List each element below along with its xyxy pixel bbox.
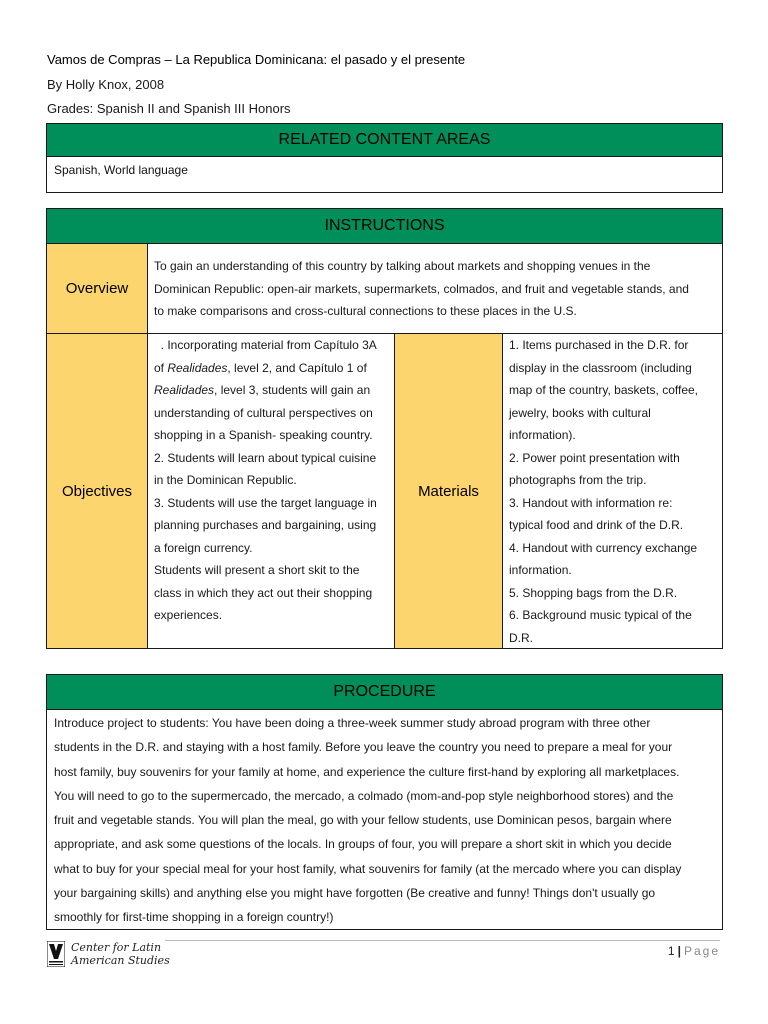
materials-line: 6. Background music typical of the bbox=[509, 608, 692, 622]
clas-logo bbox=[47, 941, 170, 971]
related-content-heading: RELATED CONTENT AREAS bbox=[46, 123, 723, 157]
objectives-line: a foreign currency. bbox=[154, 540, 253, 555]
logo-text-line: Center for Latin bbox=[71, 941, 162, 954]
materials-line: photographs from the trip. bbox=[509, 473, 647, 487]
overview-label: Overview bbox=[46, 243, 148, 334]
objectives-line: 3. Students will use the target language in bbox=[154, 495, 377, 510]
materials-line: 3. Handout with information re: bbox=[509, 495, 673, 510]
objectives-label: Objectives bbox=[46, 333, 148, 649]
procedure-line: host family, buy souvenirs for your family at home, and experience the culture first-hand by exploring all marketplaces. bbox=[54, 764, 680, 779]
objectives-line: Realidades, level 3, students will gain an bbox=[154, 383, 371, 397]
objectives-line: planning purchases and bargaining, using bbox=[154, 518, 377, 532]
overview-text bbox=[147, 243, 723, 334]
vanderbilt-v-icon bbox=[47, 941, 65, 967]
materials-line: 2. Power point presentation with bbox=[509, 450, 680, 465]
objectives-line: shopping in a Spanish- speaking country. bbox=[154, 428, 373, 442]
grade-levels: Grades: Spanish II and Spanish III Honors bbox=[47, 101, 291, 116]
overview-line: Dominican Republic: open-air markets, supermarkets, colmados, and fruit and vegetable stands, and bbox=[154, 281, 689, 296]
author-byline: By Holly Knox, 2008 bbox=[47, 77, 165, 92]
instructions-heading: INSTRUCTIONS bbox=[46, 208, 723, 244]
procedure-line: fruit and vegetable stands. You will plan the meal, go with your fellow students, use Dominican pesos, bargain where bbox=[54, 813, 672, 828]
materials-line: display in the classroom (including bbox=[509, 360, 692, 375]
procedure-line: appropriate, and ask some questions of the locals. In groups of four, you will prepare a short skit in which you decide bbox=[54, 837, 672, 852]
materials-line: typical food and drink of the D.R. bbox=[509, 518, 684, 532]
document-title: Vamos de Compras – La Republica Dominicana: el pasado y el presente bbox=[47, 52, 466, 67]
materials-line: 1. Items purchased in the D.R. for bbox=[509, 338, 689, 352]
page-word: Page bbox=[683, 944, 720, 958]
materials-line: map of the country, baskets, coffee, bbox=[509, 383, 698, 397]
materials-label: Materials bbox=[394, 333, 503, 649]
footer-divider bbox=[165, 940, 720, 941]
page-separator: | bbox=[677, 944, 681, 958]
objectives-line: experiences. bbox=[154, 608, 223, 622]
logo-text-line: American Studies bbox=[71, 954, 170, 967]
procedure-line: You will need to go to the supermercado, the mercado, a colmado (mom-and-pop style neighborhood stores) and the bbox=[54, 788, 674, 803]
objectives-line: . Incorporating material from Capítulo 3A bbox=[154, 338, 377, 352]
materials-line: information. bbox=[509, 563, 572, 577]
book-title: Realidades bbox=[167, 360, 228, 375]
materials-line: D.R. bbox=[509, 630, 533, 645]
objectives-line: of Realidades, level 2, and Capítulo 1 of bbox=[154, 360, 367, 375]
overview-line: to make comparisons and cross-cultural connections to these places in the U.S. bbox=[154, 304, 577, 318]
page-indicator bbox=[668, 944, 720, 958]
page-number: 1 bbox=[667, 944, 675, 958]
objectives-line: Students will present a short skit to the bbox=[154, 563, 360, 577]
procedure-text bbox=[46, 709, 723, 930]
materials-line: 4. Handout with currency exchange bbox=[509, 540, 698, 555]
materials-line: 5. Shopping bags from the D.R. bbox=[509, 585, 678, 600]
procedure-line: what to buy for your special meal for your host family, what souvenirs for family (at the mercado where you can display bbox=[54, 861, 682, 876]
objectives-text bbox=[147, 333, 395, 649]
materials-line: jewelry, books with cultural bbox=[509, 405, 651, 420]
objectives-line: in the Dominican Republic. bbox=[154, 473, 297, 487]
procedure-line: your bargaining skills) and anything else you might have forgotten (Be creative and funny! Things don't usually go bbox=[54, 886, 656, 901]
procedure-heading: PROCEDURE bbox=[46, 674, 723, 710]
overview-line: To gain an understanding of this country by talking about markets and shopping venues in the bbox=[154, 259, 651, 273]
procedure-line: Introduce project to students: You have been doing a three-week summer study abroad program with three other bbox=[54, 716, 651, 730]
procedure-line: smoothly for first-time shopping in a foreign country!) bbox=[54, 910, 334, 925]
book-title: Realidades bbox=[154, 383, 215, 397]
procedure-line: students in the D.R. and staying with a host family. Before you leave the country you need to prepare a meal for your bbox=[54, 740, 673, 755]
objectives-line: understanding of cultural perspectives on bbox=[154, 405, 373, 420]
objectives-line: class in which they act out their shopping bbox=[154, 585, 373, 600]
related-content-text: Spanish, World language bbox=[46, 156, 723, 193]
objectives-line: 2. Students will learn about typical cuisine bbox=[154, 450, 377, 465]
materials-line: information). bbox=[509, 428, 576, 442]
materials-text bbox=[502, 333, 723, 649]
